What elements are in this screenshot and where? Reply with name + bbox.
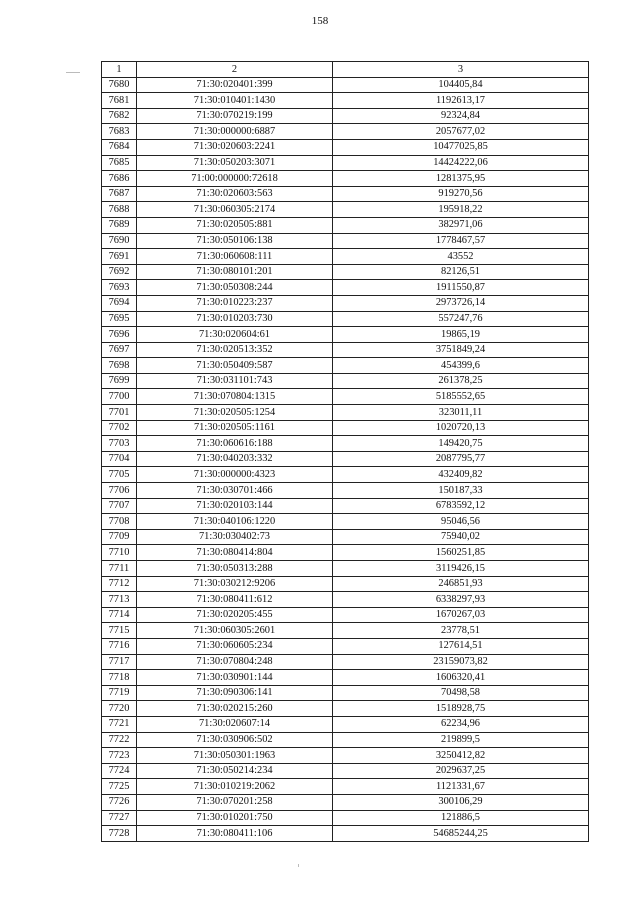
value-cell: 62234,96 xyxy=(333,716,589,732)
table-row xyxy=(102,171,589,187)
table-row xyxy=(102,561,589,577)
table-row xyxy=(102,607,589,623)
value-cell: 6783592,12 xyxy=(333,498,589,514)
row-number-cell: 7719 xyxy=(102,685,137,701)
cadastral-number-cell: 71:30:020607:14 xyxy=(137,716,333,732)
cadastral-number-cell: 71:30:010201:750 xyxy=(137,810,333,826)
value-cell: 1281375,95 xyxy=(333,171,589,187)
table-row xyxy=(102,794,589,810)
row-number-cell: 7692 xyxy=(102,264,137,280)
row-number-cell: 7697 xyxy=(102,342,137,358)
row-number-cell: 7723 xyxy=(102,748,137,764)
table-row xyxy=(102,592,589,608)
cadastral-number-cell: 71:30:020505:1161 xyxy=(137,420,333,436)
row-number-cell: 7710 xyxy=(102,545,137,561)
table-row xyxy=(102,623,589,639)
table-row xyxy=(102,529,589,545)
value-cell: 127614,51 xyxy=(333,638,589,654)
row-number-cell: 7709 xyxy=(102,529,137,545)
value-cell: 246851,93 xyxy=(333,576,589,592)
table-header-row xyxy=(102,62,589,78)
table-row xyxy=(102,311,589,327)
cadastral-number-cell: 71:30:090306:141 xyxy=(137,685,333,701)
value-cell: 219899,5 xyxy=(333,732,589,748)
row-number-cell: 7726 xyxy=(102,794,137,810)
cadastral-number-cell: 71:30:070201:258 xyxy=(137,794,333,810)
table-row xyxy=(102,93,589,109)
cadastral-number-cell: 71:30:060305:2601 xyxy=(137,623,333,639)
row-number-cell: 7708 xyxy=(102,514,137,530)
column-header-1: 1 xyxy=(102,62,137,78)
value-cell: 95046,56 xyxy=(333,514,589,530)
cadastral-number-cell: 71:30:020215:260 xyxy=(137,701,333,717)
cadastral-number-cell: 71:30:070804:1315 xyxy=(137,389,333,405)
table-row xyxy=(102,701,589,717)
cadastral-number-cell: 71:30:080101:201 xyxy=(137,264,333,280)
cadastral-number-cell: 71:30:020401:399 xyxy=(137,77,333,93)
value-cell: 92324,84 xyxy=(333,108,589,124)
table-row xyxy=(102,685,589,701)
row-number-cell: 7682 xyxy=(102,108,137,124)
data-table xyxy=(101,61,589,842)
cadastral-number-cell: 71:30:050409:587 xyxy=(137,358,333,374)
cadastral-number-cell: 71:30:080411:106 xyxy=(137,826,333,842)
column-header-2: 2 xyxy=(137,62,333,78)
scan-artifact xyxy=(298,864,299,867)
value-cell: 195918,22 xyxy=(333,202,589,218)
value-cell: 43552 xyxy=(333,249,589,265)
cadastral-number-cell: 71:30:030402:73 xyxy=(137,529,333,545)
row-number-cell: 7685 xyxy=(102,155,137,171)
row-number-cell: 7683 xyxy=(102,124,137,140)
value-cell: 1121331,67 xyxy=(333,779,589,795)
row-number-cell: 7707 xyxy=(102,498,137,514)
table-row xyxy=(102,810,589,826)
cadastral-number-cell: 71:30:000000:4323 xyxy=(137,467,333,483)
cadastral-number-cell: 71:30:050203:3071 xyxy=(137,155,333,171)
cadastral-number-cell: 71:30:080411:612 xyxy=(137,592,333,608)
value-cell: 23159073,82 xyxy=(333,654,589,670)
cadastral-number-cell: 71:30:080414:804 xyxy=(137,545,333,561)
row-number-cell: 7693 xyxy=(102,280,137,296)
cadastral-number-cell: 71:30:070804:248 xyxy=(137,654,333,670)
cadastral-number-cell: 71:30:020205:455 xyxy=(137,607,333,623)
table-row xyxy=(102,327,589,343)
value-cell: 2973726,14 xyxy=(333,295,589,311)
cadastral-number-cell: 71:30:030906:502 xyxy=(137,732,333,748)
row-number-cell: 7680 xyxy=(102,77,137,93)
table-row xyxy=(102,342,589,358)
value-cell: 54685244,25 xyxy=(333,826,589,842)
row-number-cell: 7684 xyxy=(102,139,137,155)
row-number-cell: 7688 xyxy=(102,202,137,218)
cadastral-number-cell: 71:30:010401:1430 xyxy=(137,93,333,109)
table-row xyxy=(102,249,589,265)
value-cell: 14424222,06 xyxy=(333,155,589,171)
row-number-cell: 7728 xyxy=(102,826,137,842)
cadastral-number-cell: 71:30:050106:138 xyxy=(137,233,333,249)
table-row xyxy=(102,498,589,514)
table-row xyxy=(102,373,589,389)
table-row xyxy=(102,217,589,233)
table-row xyxy=(102,748,589,764)
table-row xyxy=(102,514,589,530)
row-number-cell: 7686 xyxy=(102,171,137,187)
value-cell: 1020720,13 xyxy=(333,420,589,436)
row-number-cell: 7703 xyxy=(102,436,137,452)
table-row xyxy=(102,545,589,561)
row-number-cell: 7696 xyxy=(102,327,137,343)
row-number-cell: 7690 xyxy=(102,233,137,249)
row-number-cell: 7724 xyxy=(102,763,137,779)
cadastral-number-cell: 71:30:010223:237 xyxy=(137,295,333,311)
table-row xyxy=(102,483,589,499)
value-cell: 5185552,65 xyxy=(333,389,589,405)
row-number-cell: 7716 xyxy=(102,638,137,654)
value-cell: 2057677,02 xyxy=(333,124,589,140)
value-cell: 2029637,25 xyxy=(333,763,589,779)
value-cell: 1670267,03 xyxy=(333,607,589,623)
cadastral-number-cell: 71:30:020103:144 xyxy=(137,498,333,514)
value-cell: 919270,56 xyxy=(333,186,589,202)
page-number: 158 xyxy=(311,15,329,27)
row-number-cell: 7725 xyxy=(102,779,137,795)
value-cell: 82126,51 xyxy=(333,264,589,280)
table-row xyxy=(102,389,589,405)
value-cell: 10477025,85 xyxy=(333,139,589,155)
table-row xyxy=(102,124,589,140)
value-cell: 3119426,15 xyxy=(333,561,589,577)
cadastral-number-cell: 71:30:060605:234 xyxy=(137,638,333,654)
cadastral-number-cell: 71:30:020603:2241 xyxy=(137,139,333,155)
value-cell: 150187,33 xyxy=(333,483,589,499)
row-number-cell: 7722 xyxy=(102,732,137,748)
table-row xyxy=(102,451,589,467)
cadastral-number-cell: 71:30:000000:6887 xyxy=(137,124,333,140)
table-row xyxy=(102,779,589,795)
cadastral-number-cell: 71:30:050301:1963 xyxy=(137,748,333,764)
table-row xyxy=(102,186,589,202)
row-number-cell: 7702 xyxy=(102,420,137,436)
value-cell: 1560251,85 xyxy=(333,545,589,561)
value-cell: 261378,25 xyxy=(333,373,589,389)
row-number-cell: 7694 xyxy=(102,295,137,311)
value-cell: 70498,58 xyxy=(333,685,589,701)
row-number-cell: 7715 xyxy=(102,623,137,639)
table-body xyxy=(102,77,589,841)
row-number-cell: 7714 xyxy=(102,607,137,623)
cadastral-number-cell: 71:00:000000:72618 xyxy=(137,171,333,187)
table-row xyxy=(102,436,589,452)
value-cell: 104405,84 xyxy=(333,77,589,93)
row-number-cell: 7713 xyxy=(102,592,137,608)
table-row xyxy=(102,467,589,483)
row-number-cell: 7706 xyxy=(102,483,137,499)
table-row xyxy=(102,139,589,155)
cadastral-number-cell: 71:30:020513:352 xyxy=(137,342,333,358)
cadastral-number-cell: 71:30:060608:111 xyxy=(137,249,333,265)
row-number-cell: 7704 xyxy=(102,451,137,467)
row-number-cell: 7698 xyxy=(102,358,137,374)
row-number-cell: 7687 xyxy=(102,186,137,202)
table-row xyxy=(102,202,589,218)
cadastral-number-cell: 71:30:030212:9206 xyxy=(137,576,333,592)
row-number-cell: 7718 xyxy=(102,670,137,686)
cadastral-number-cell: 71:30:050308:244 xyxy=(137,280,333,296)
table-row xyxy=(102,732,589,748)
row-number-cell: 7681 xyxy=(102,93,137,109)
table-row xyxy=(102,763,589,779)
cadastral-number-cell: 71:30:010219:2062 xyxy=(137,779,333,795)
table-row xyxy=(102,233,589,249)
value-cell: 300106,29 xyxy=(333,794,589,810)
table-row xyxy=(102,358,589,374)
value-cell: 1778467,57 xyxy=(333,233,589,249)
value-cell: 3250412,82 xyxy=(333,748,589,764)
cadastral-number-cell: 71:30:031101:743 xyxy=(137,373,333,389)
value-cell: 1518928,75 xyxy=(333,701,589,717)
table-row xyxy=(102,576,589,592)
value-cell: 2087795,77 xyxy=(333,451,589,467)
cadastral-number-cell: 71:30:020604:61 xyxy=(137,327,333,343)
cadastral-number-cell: 71:30:040203:332 xyxy=(137,451,333,467)
table-row xyxy=(102,295,589,311)
cadastral-number-cell: 71:30:020505:881 xyxy=(137,217,333,233)
row-number-cell: 7689 xyxy=(102,217,137,233)
cadastral-number-cell: 71:30:060305:2174 xyxy=(137,202,333,218)
scan-artifact xyxy=(66,72,80,73)
cadastral-number-cell: 71:30:030901:144 xyxy=(137,670,333,686)
row-number-cell: 7711 xyxy=(102,561,137,577)
row-number-cell: 7700 xyxy=(102,389,137,405)
value-cell: 1911550,87 xyxy=(333,280,589,296)
cadastral-number-cell: 71:30:030701:466 xyxy=(137,483,333,499)
value-cell: 121886,5 xyxy=(333,810,589,826)
cadastral-number-cell: 71:30:060616:188 xyxy=(137,436,333,452)
value-cell: 1192613,17 xyxy=(333,93,589,109)
value-cell: 382971,06 xyxy=(333,217,589,233)
row-number-cell: 7720 xyxy=(102,701,137,717)
table-row xyxy=(102,155,589,171)
column-header-3: 3 xyxy=(333,62,589,78)
table-row xyxy=(102,654,589,670)
value-cell: 3751849,24 xyxy=(333,342,589,358)
cadastral-number-cell: 71:30:050214:234 xyxy=(137,763,333,779)
table-row xyxy=(102,77,589,93)
row-number-cell: 7691 xyxy=(102,249,137,265)
cadastral-number-cell: 71:30:040106:1220 xyxy=(137,514,333,530)
value-cell: 1606320,41 xyxy=(333,670,589,686)
table-row xyxy=(102,638,589,654)
row-number-cell: 7727 xyxy=(102,810,137,826)
table-row xyxy=(102,420,589,436)
value-cell: 6338297,93 xyxy=(333,592,589,608)
value-cell: 19865,19 xyxy=(333,327,589,343)
value-cell: 23778,51 xyxy=(333,623,589,639)
value-cell: 149420,75 xyxy=(333,436,589,452)
cadastral-number-cell: 71:30:010203:730 xyxy=(137,311,333,327)
value-cell: 557247,76 xyxy=(333,311,589,327)
row-number-cell: 7717 xyxy=(102,654,137,670)
table-row xyxy=(102,264,589,280)
cadastral-number-cell: 71:30:050313:288 xyxy=(137,561,333,577)
row-number-cell: 7701 xyxy=(102,405,137,421)
table-row xyxy=(102,670,589,686)
value-cell: 75940,02 xyxy=(333,529,589,545)
value-cell: 454399,6 xyxy=(333,358,589,374)
row-number-cell: 7705 xyxy=(102,467,137,483)
cadastral-number-cell: 71:30:070219:199 xyxy=(137,108,333,124)
table-row xyxy=(102,405,589,421)
row-number-cell: 7721 xyxy=(102,716,137,732)
value-cell: 432409,82 xyxy=(333,467,589,483)
table-row xyxy=(102,280,589,296)
cadastral-number-cell: 71:30:020505:1254 xyxy=(137,405,333,421)
table-row xyxy=(102,716,589,732)
row-number-cell: 7699 xyxy=(102,373,137,389)
table-row xyxy=(102,108,589,124)
row-number-cell: 7695 xyxy=(102,311,137,327)
row-number-cell: 7712 xyxy=(102,576,137,592)
table-row xyxy=(102,826,589,842)
cadastral-number-cell: 71:30:020603:563 xyxy=(137,186,333,202)
value-cell: 323011,11 xyxy=(333,405,589,421)
